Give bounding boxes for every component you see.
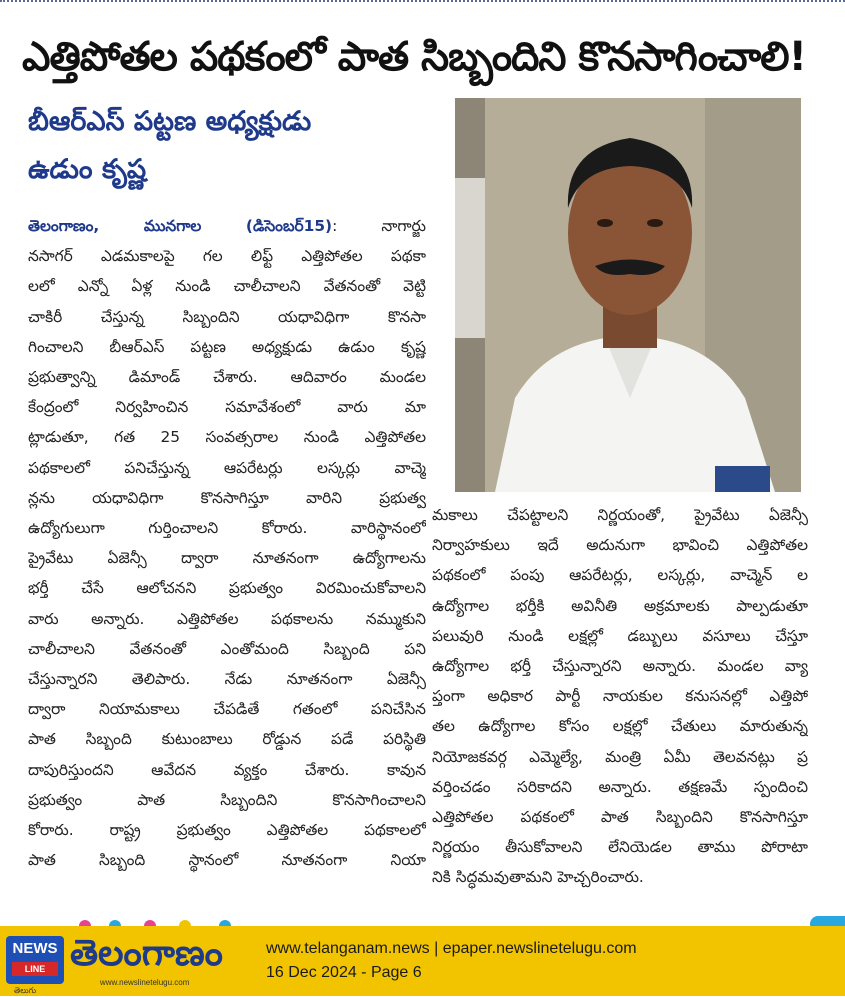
article-line: ఉద్యోగాల భర్తీకి అవినీతి అక్రమాలకు పాల్పడుతూ bbox=[432, 596, 808, 615]
article-line: మకాలు చేపట్టాలని నిర్ణయంతో, ప్రైవేటు ఏజెన్సీ bbox=[432, 506, 808, 524]
article-line: నసాగర్ ఎడమకాలపై గల లిఫ్ట్ ఎత్తిపోతల పథకా bbox=[28, 247, 426, 266]
article-column-right bbox=[432, 500, 808, 893]
portrait-photo bbox=[455, 98, 801, 492]
article-line: లలో ఎన్నో ఏళ్ల నుండి చాలీచాలని వేతనంతో వెట్టి bbox=[28, 277, 426, 296]
telanganam-brand: తెలంగాణం bbox=[70, 933, 223, 974]
article-line: పాత సిబ్బంది కుటుంబాలు రోడ్డున పడే పరిస్థితి bbox=[28, 730, 426, 749]
article-line: చాకిరీ చేస్తున్న సిబ్బందిని యధావిధిగా కొనసా bbox=[28, 307, 426, 326]
article-line: నిర్వాహకులు ఇదే అదునుగా భావించి ఎత్తిపోతల bbox=[432, 536, 808, 555]
logo-telugu-text: తెలుగు bbox=[14, 986, 37, 995]
newsline-logo bbox=[6, 936, 64, 984]
article-line: ద్వారా నియామకాలు చేపడితే గతంలో పనిచేసిన bbox=[28, 700, 426, 719]
article-line: చాలీచాలని వేతనంతో ఎంతోమంది సిబ్బంది పని bbox=[28, 639, 426, 658]
article-line: పథకంలో పంపు ఆపరేటర్లు, లస్కర్లు, వాచ్మెన్ ల bbox=[432, 566, 808, 585]
article-line bbox=[28, 211, 426, 241]
article-line: నిర్ణయం తీసుకోవాలని లేనియెడల తాము పోరాటా bbox=[432, 838, 808, 857]
brand-url[interactable]: www.newslinetelugu.com bbox=[100, 978, 190, 987]
article-line: గించాలని బీఆర్ఎస్ పట్టణ అధ్యక్షుడు ఉడుం కృష్ణ bbox=[28, 337, 426, 356]
logo-news-text: NEWS bbox=[12, 940, 58, 957]
dateline: తెలంగాణం, మునగాల (డిసెంబర్15) bbox=[28, 217, 333, 235]
article-line: ట్లాడుతూ, గత 25 సంవత్సరాల నుండి ఎత్తిపోతల bbox=[28, 428, 426, 447]
article-line: పలువురి నుండి లక్షల్లో డబ్బులు వసూలు చేస్తూ bbox=[432, 626, 808, 645]
subheadline-title: బీఆర్ఎస్ పట్టణ అధ్యక్షుడు bbox=[28, 106, 312, 137]
article-line: నికి సిద్ధమవుతామని హెచ్చరించారు. bbox=[432, 868, 644, 887]
article-line: వర్తించడం సరికాదని అన్నారు. తక్షణమే స్పందించి bbox=[432, 777, 808, 796]
article-line: ఉద్యోగులుగా గుర్తించాలని కోరారు. వారిస్థానంలో bbox=[28, 519, 426, 538]
article-line: చేస్తున్నారని తెలిపారు. నేడు నూతనంగా ఏజెన్సీ bbox=[28, 670, 426, 689]
headline: ఎత్తిపోతల పథకంలో పాత సిబ్బందిని కొనసాగించాలి! bbox=[22, 34, 806, 80]
article-line: తల ఉద్యోగాల కోసం లక్షల్లో చేతులు మారుతున్న bbox=[432, 717, 808, 736]
logo-line-text: LINE bbox=[12, 962, 58, 976]
article-column-left bbox=[28, 211, 426, 875]
article-line-text: : నాగార్జు bbox=[332, 217, 426, 235]
footer-edition-date: 16 Dec 2024 - Page 6 bbox=[266, 964, 422, 981]
article-line: వారు అన్నారు. ఎత్తిపోతల పథకాలను నమ్ముకుని bbox=[28, 609, 426, 628]
article-line: ప్రభుత్వాన్ని డిమాండ్ చేశారు. ఆదివారం మండల bbox=[28, 368, 426, 387]
article-line: భర్తీ చేసే ఆలోచనని ప్రభుత్వం విరమించుకోవాలని bbox=[28, 579, 426, 598]
article-line: కోరారు. రాష్ట్ర ప్రభుత్వం ఎత్తిపోతల పథకాలలో bbox=[28, 821, 426, 840]
article-line: ఉద్యోగాల భర్తీ చేస్తున్నారని అన్నారు. మండల వ్యా bbox=[432, 657, 808, 676]
article-line: ప్రైవేటు ఏజెన్సీ ద్వారా నూతనంగా ఉద్యోగాలను bbox=[28, 549, 426, 568]
article-line: పథకాలలో పనిచేస్తున్న ఆపరేటర్లు లస్కర్లు వాచ్మె bbox=[28, 458, 426, 477]
article-line: ఎత్తిపోతల పథకంలో పాత సిబ్బందిని కొనసాగిస్తూ bbox=[432, 808, 808, 827]
footer-website-links[interactable]: www.telanganam.news | epaper.newslinetelugu.com bbox=[266, 940, 637, 957]
article-line: నియోజకవర్గ ఎమ్మెల్యే, మంత్రి ఏమీ తెలవనట్లు ప్ర bbox=[432, 747, 808, 766]
article-line: ప్రభుత్వం పాత సిబ్బందిని కొనసాగించాలని bbox=[28, 790, 426, 809]
portrait-illustration bbox=[455, 98, 801, 492]
top-dotted-rule bbox=[0, 0, 845, 6]
article-line: ప్తంగా అధికార పార్టీ నాయకుల కనుసనల్లో ఎత్తిపో bbox=[432, 687, 808, 706]
article-line: దాపురిస్తుందని ఆవేదన వ్యక్తం చేశారు. కావున bbox=[28, 760, 426, 779]
article-line: న్లను యధావిధిగా కొనసాగిస్తూ వారిని ప్రభుత్వ bbox=[28, 488, 426, 507]
subheadline-name: ఉడుం కృష్ణ bbox=[28, 154, 147, 185]
article-line: పాత సిబ్బంది స్థానంలో నూతనంగా నియా bbox=[28, 851, 426, 870]
article-line: కేంద్రంలో నిర్వహించిన సమావేశంలో వారు మా bbox=[28, 398, 426, 417]
footer-bar bbox=[0, 926, 845, 996]
